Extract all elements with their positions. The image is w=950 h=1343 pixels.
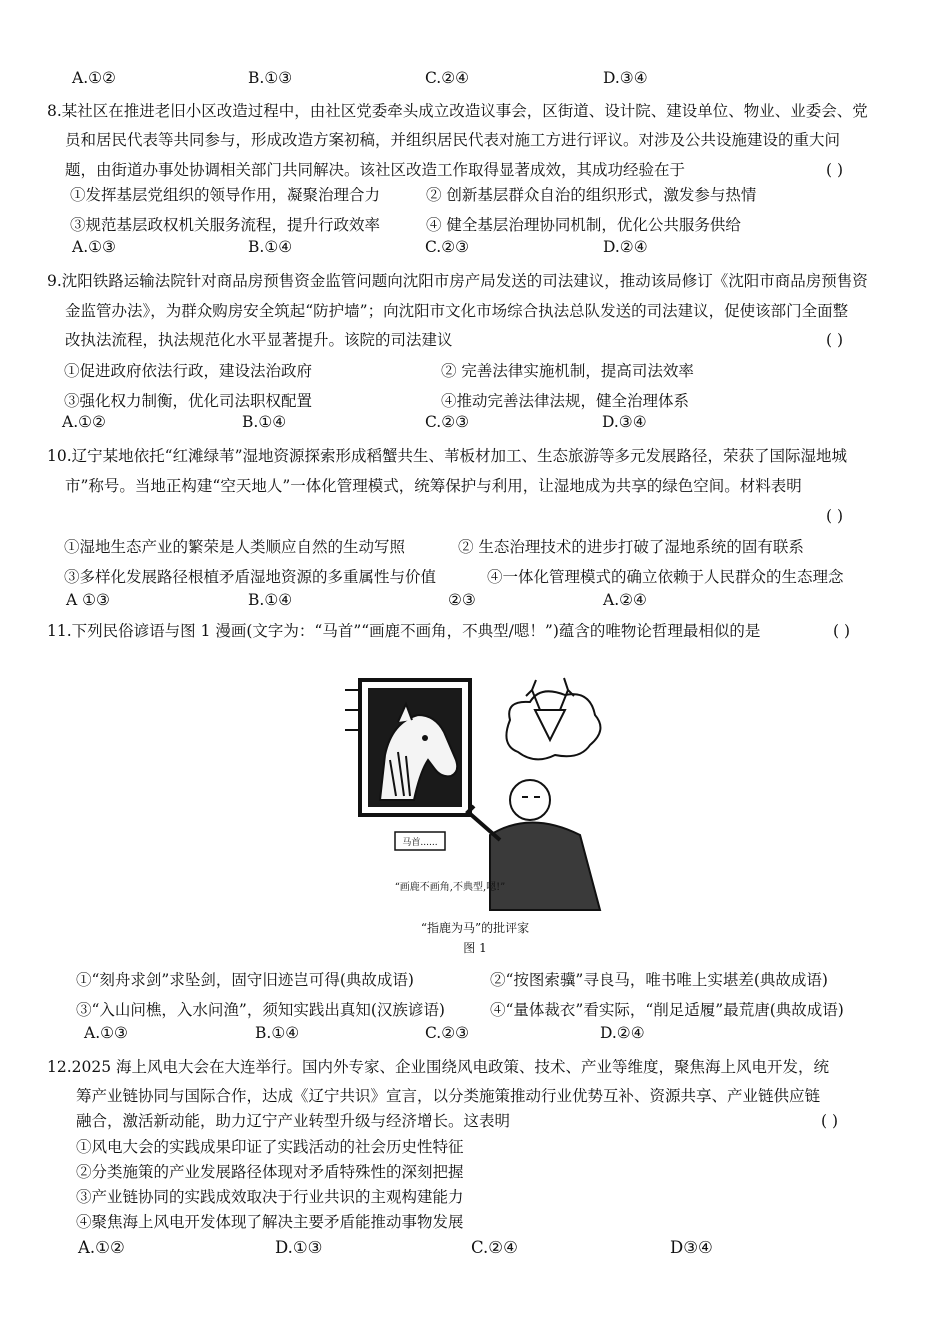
q10-stem-line-2: 市”称号。当地正构建“空天地人”一体化管理模式，统筹保护与利用，让湿地成为共享的绿色空间。材料表明 [65, 477, 802, 495]
q8-item-3: ③规范基层政权机关服务流程，提升行政效率 [70, 216, 381, 234]
cartoon-figure [340, 660, 610, 960]
q11-item-4: ④“量体裁衣”看实际，“削足适履”最荒唐(典故成语) [490, 1001, 844, 1019]
q9-item-4: ④推动完善法律法规，健全治理体系 [441, 392, 690, 410]
q9-stem-line-1: 9.沈阳铁路运输法院针对商品房预售资金监管问题向沈阳市房产局发送的司法建议，推动该局修订《沈阳市商品房预售资 [47, 272, 868, 290]
q11-item-3: ③“入山问樵，入水问渔”，须知实践出真知(汉族谚语) [76, 1001, 445, 1019]
q10-item-1: ①湿地生态产业的繁荣是人类顺应自然的生动写照 [64, 538, 406, 556]
q9-stem-line-2: 金监管办法》，为群众购房安全筑起“防护墙”；向沈阳市文化市场综合执法总队发送的司法建议，促使该部门全面整 [65, 302, 849, 320]
q11-option-b: B.①④ [255, 1024, 300, 1042]
q9-answer-paren: ( ) [826, 331, 844, 349]
q12-stem-line-3: 融合，激活新动能，助力辽宁产业转型升级与经济增长。这表明 [76, 1112, 511, 1130]
q8-item-4: ④ 健全基层治理协同机制，优化公共服务供给 [426, 216, 741, 234]
q10-stem-line-1: 10.辽宁某地依托“红滩绿苇”湿地资源探索形成稻蟹共生、苇板材加工、生态旅游等多元发展路径，荣获了国际湿地城 [47, 447, 848, 465]
q12-item-1: ①风电大会的实践成果印证了实践活动的社会历史性特征 [76, 1138, 464, 1156]
q8-answer-paren: ( ) [826, 161, 844, 179]
q7-option-c: C.②④ [425, 69, 470, 87]
q12-item-4: ④聚焦海上风电开发体现了解决主要矛盾能推动事物发展 [76, 1213, 464, 1231]
q12-stem-line-1: 12.2025 海上风电大会在大连举行。国内外专家、企业围绕风电政策、技术、产业等维度，聚焦海上风电开发，统 [47, 1058, 830, 1076]
q12-item-2: ②分类施策的产业发展路径体现对矛盾特殊性的深刻把握 [76, 1163, 464, 1181]
q8-option-b: B.①④ [248, 238, 293, 256]
q9-option-b: B.①④ [242, 413, 287, 431]
q9-item-2: ② 完善法律实施机制，提高司法效率 [441, 362, 694, 380]
q12-option-a: A.①② [78, 1238, 125, 1257]
q12-option-c: C.②④ [471, 1238, 518, 1257]
q9-item-1: ①促进政府依法行政，建设法治政府 [64, 362, 313, 380]
q7-option-b: B.①③ [248, 69, 293, 87]
q8-item-2: ② 创新基层群众自治的组织形式，激发参与热情 [426, 186, 757, 204]
q10-item-2: ② 生态治理技术的进步打破了湿地系统的固有联系 [458, 538, 804, 556]
q7-option-d: D.③④ [603, 69, 648, 87]
q9-stem-line-3: 改执法流程，执法规范化水平显著提升。该院的司法建议 [65, 331, 453, 349]
q8-stem-line-1: 8.某社区在推进老旧小区改造过程中，由社区党委牵头成立改造议事会，区街道、设计院、建设单位、物业、业委会、党 [47, 102, 868, 120]
q12-stem-line-2: 筹产业链协同与国际合作，达成《辽宁共识》宣言，以分类施策推动行业优势互补、资源共享、产业链供应链 [76, 1087, 821, 1105]
cartoon-frame-label: 马首...... [402, 838, 438, 848]
q10-item-4: ④一体化管理模式的确立依赖于人民群众的生态理念 [487, 568, 844, 586]
q12-option-d: D③④ [670, 1238, 713, 1257]
q11-option-a: A.①③ [84, 1024, 128, 1042]
q10-option-d: A.②④ [603, 591, 647, 609]
q11-option-c: C.②③ [425, 1024, 470, 1042]
pointing-arm-icon [468, 806, 500, 840]
q9-option-d: D.③④ [602, 413, 647, 431]
q11-item-2: ②“按图索骥”寻良马，唯书唯上实堪差(典故成语) [490, 971, 828, 989]
q11-stem: 11.下列民俗谚语与图 1 漫画(文字为：“马首”“画鹿不画角，不典型/嗯！”)蕴含的唯物论哲理最相似的是 [47, 622, 761, 640]
q9-item-3: ③强化权力制衡，优化司法职权配置 [64, 392, 313, 410]
q9-option-c: C.②③ [425, 413, 470, 431]
q8-stem-line-2: 员和居民代表等共同参与，形成改造方案初稿，并组织居民代表对施工方进行评议。对涉及公共设施建设的重大问 [65, 131, 841, 149]
q7-option-a: A.①② [72, 69, 116, 87]
q11-item-1: ①“刻舟求剑”求坠剑，固守旧迹岂可得(典故成语) [76, 971, 414, 989]
q10-option-c: ②③ [448, 591, 476, 609]
q8-item-1: ①发挥基层党组织的领导作用，凝聚治理合力 [70, 186, 381, 204]
q10-answer-paren: ( ) [826, 507, 844, 525]
q11-option-d: D.②④ [600, 1024, 645, 1042]
critic-head-icon [510, 780, 550, 820]
q11-answer-paren: ( ) [833, 622, 851, 640]
q12-option-b: D.①③ [275, 1238, 323, 1257]
figure-label: 图 1 [463, 941, 487, 955]
cartoon-title: “指鹿为马”的批评家 [420, 921, 530, 935]
cartoon-speech: “画鹿不画角,不典型,嗯!” [394, 882, 506, 893]
q8-option-a: A.①③ [72, 238, 116, 256]
q12-answer-paren: ( ) [821, 1112, 839, 1130]
critic-body-icon [490, 823, 600, 911]
q8-stem-line-3: 题，由街道办事处协调相关部门共同解决。该社区改造工作取得显著成效，其成功经验在于 [65, 161, 686, 179]
q10-item-3: ③多样化发展路径根植矛盾湿地资源的多重属性与价值 [64, 568, 437, 586]
q8-option-c: C.②③ [425, 238, 470, 256]
q12-item-3: ③产业链协同的实践成效取决于行业共识的主观构建能力 [76, 1188, 464, 1206]
q8-option-d: D.②④ [603, 238, 648, 256]
q9-option-a: A.①② [62, 413, 106, 431]
q10-option-a: A ①③ [66, 591, 110, 609]
q10-option-b: B.①④ [248, 591, 293, 609]
